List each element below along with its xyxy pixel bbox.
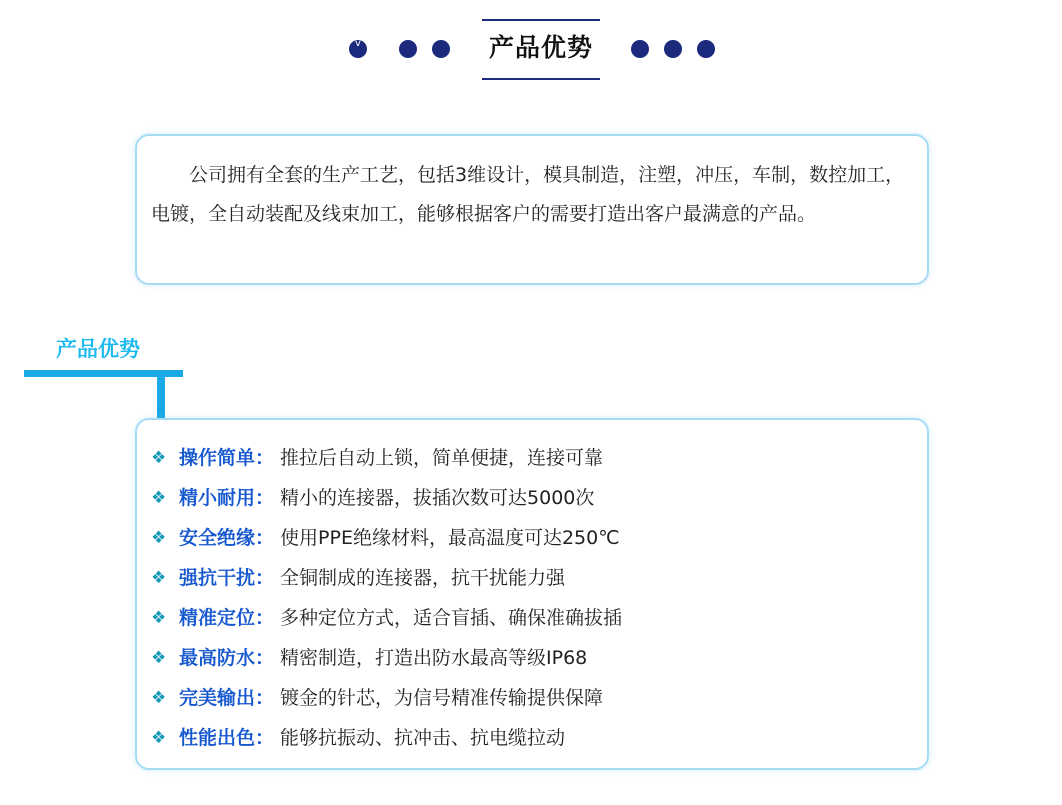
feature-item	[151, 678, 927, 718]
label-connector-stem	[157, 377, 165, 420]
feature-name: 精准定位	[179, 607, 256, 629]
dot-icon	[432, 40, 450, 58]
dot-icon	[399, 40, 417, 58]
feature-item	[151, 598, 927, 638]
dot-mark: v	[355, 38, 361, 49]
section-header	[0, 0, 1062, 100]
section-label: 产品优势	[56, 337, 140, 361]
feature-separator: ：	[255, 527, 275, 549]
feature-item	[151, 638, 927, 678]
feature-separator: ：	[255, 647, 275, 669]
feature-desc: 精小的连接器，拔插次数可达5000次	[280, 487, 595, 509]
feature-item	[151, 558, 927, 598]
feature-separator: ：	[255, 687, 275, 709]
diamond-bullet-icon: ❖	[151, 608, 167, 628]
feature-desc: 多种定位方式，适合盲插、确保准确拔插	[280, 607, 623, 629]
feature-name: 精小耐用	[179, 487, 256, 509]
feature-name: 性能出色	[179, 727, 256, 749]
feature-desc: 全铜制成的连接器，抗干扰能力强	[280, 567, 566, 589]
feature-desc: 能够抗振动、抗冲击、抗电缆拉动	[280, 727, 566, 749]
diamond-bullet-icon: ❖	[151, 688, 167, 708]
feature-separator: ：	[255, 487, 275, 509]
feature-desc: 镀金的针芯，为信号精准传输提供保障	[280, 687, 604, 709]
dot-icon	[697, 40, 715, 58]
title-top-rule	[482, 19, 600, 21]
feature-separator: ：	[255, 727, 275, 749]
feature-name: 操作简单	[179, 447, 256, 469]
feature-separator: ：	[255, 607, 275, 629]
diamond-bullet-icon: ❖	[151, 528, 167, 548]
feature-name: 完美输出	[179, 687, 256, 709]
feature-item	[151, 478, 927, 518]
intro-card	[135, 134, 929, 285]
feature-desc: 精密制造，打造出防水最高等级IP68	[280, 647, 588, 669]
diamond-bullet-icon: ❖	[151, 488, 167, 508]
diamond-bullet-icon: ❖	[151, 448, 167, 468]
diamond-bullet-icon: ❖	[151, 568, 167, 588]
feature-separator: ：	[255, 447, 275, 469]
dot-icon	[631, 40, 649, 58]
feature-desc: 使用PPE绝缘材料，最高温度可达250℃	[280, 527, 620, 549]
label-underline-bar	[24, 370, 183, 377]
diamond-bullet-icon: ❖	[151, 648, 167, 668]
feature-name: 安全绝缘	[179, 527, 256, 549]
title-bottom-rule	[482, 78, 600, 80]
feature-desc: 推拉后自动上锁，简单便捷，连接可靠	[280, 447, 604, 469]
feature-item	[151, 438, 927, 478]
feature-separator: ：	[255, 567, 275, 589]
dot-icon	[349, 40, 367, 58]
feature-list	[151, 438, 927, 758]
intro-text: 公司拥有全套的生产工艺，包括3维设计，模具制造，注塑，冲压，车制，数控加工，电镀，全自动装配及线束加工，能够根据客户的需要打造出客户最满意的产品。	[151, 164, 905, 225]
page-title: 产品优势	[488, 33, 593, 62]
feature-name: 最高防水	[179, 647, 256, 669]
feature-item	[151, 718, 927, 758]
features-card	[135, 418, 929, 770]
feature-name: 强抗干扰	[179, 567, 256, 589]
diamond-bullet-icon: ❖	[151, 728, 167, 748]
feature-item	[151, 518, 927, 558]
dot-icon	[664, 40, 682, 58]
